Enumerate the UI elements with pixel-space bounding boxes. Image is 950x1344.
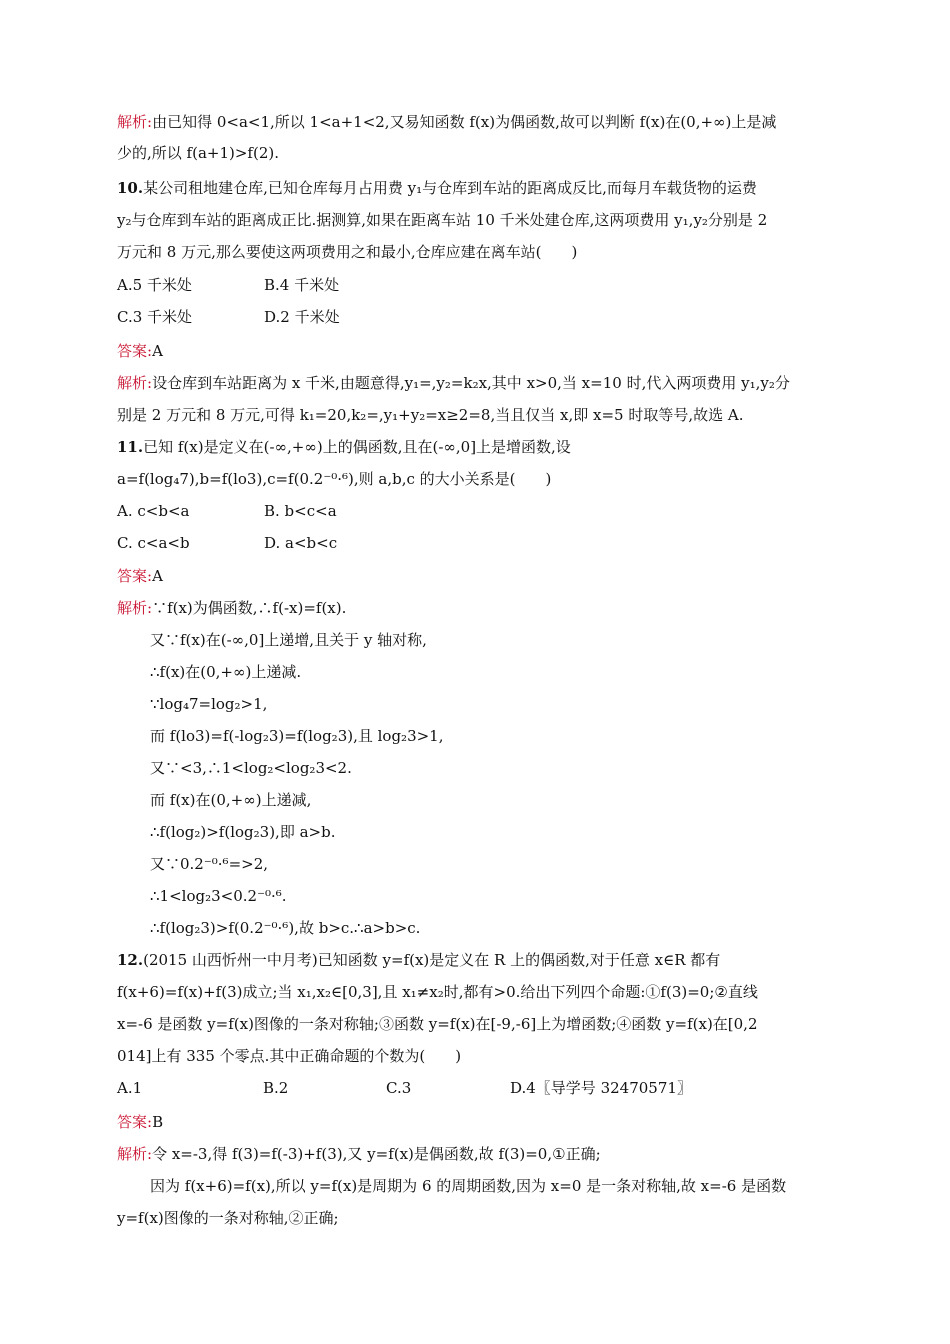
- line-text: ∵log₄7=log₂>1,: [150, 695, 268, 713]
- text-line: [150, 822, 335, 842]
- line-text: 设仓库到车站距离为 x 千米,由题意得,y₁=,y₂=k₂x,其中 x>0,当 x=10 时,代入两项费用 y₁,y₂分: [152, 374, 790, 392]
- line-text: ∴f(log₂)>f(log₂3),即 a>b.: [150, 823, 336, 841]
- answer-option: A.5 千米处: [117, 276, 192, 294]
- text-line: [117, 1144, 601, 1164]
- line-text: 令 x=-3,得 f(3)=f(-3)+f(3),又 y=f(x)是偶函数,故 f(3)=0,①正确;: [152, 1145, 601, 1163]
- line-text: 又∵f(x)在(-∞,0]上递增,且关于 y 轴对称,: [150, 631, 427, 649]
- text-line: [150, 726, 444, 746]
- answer-option: B.2: [263, 1079, 289, 1097]
- line-text: y=f(x)图像的一条对称轴,②正确;: [117, 1209, 339, 1227]
- line-text: 别是 2 万元和 8 万元,可得 k₁=20,k₂=,y₁+y₂=x≥2=8,当且仅当 x,即 x=5 时取等号,故选 A.: [117, 406, 744, 424]
- text-line: [117, 143, 279, 163]
- answer-option: C.3: [386, 1079, 412, 1097]
- answer-option: B.4 千米处: [264, 276, 340, 294]
- line-text: (2015 山西忻州一中月考)已知函数 y=f(x)是定义在 R 上的偶函数,对于任意 x∈R 都有: [143, 951, 721, 969]
- text-line: [117, 210, 767, 230]
- text-line: [117, 405, 743, 425]
- text-line: [117, 178, 757, 198]
- text-line: [150, 1176, 786, 1196]
- line-text: ∴f(x)在(0,+∞)上递减.: [150, 663, 302, 681]
- question-number: 12.: [117, 951, 144, 969]
- text-line: [117, 341, 163, 361]
- text-line: [150, 886, 287, 906]
- line-text: 而 f(lo3)=f(-log₂3)=f(log₂3),且 log₂3>1,: [150, 727, 444, 745]
- line-text: 又∵0.2⁻⁰·⁶=>2,: [150, 855, 269, 873]
- text-line: [117, 598, 346, 618]
- line-text: 014]上有 335 个零点.其中正确命题的个数为( ): [117, 1047, 462, 1065]
- line-text: a=f(log₄7),b=f(lo3),c=f(0.2⁻⁰·⁶),则 a,b,c 的大小关系是( ): [117, 470, 552, 488]
- analysis-label: 解析:: [117, 599, 153, 617]
- answer-option: D. a<b<c: [264, 534, 338, 552]
- text-line: [117, 1208, 339, 1228]
- text-line: [117, 373, 790, 393]
- text-line: [117, 1014, 758, 1034]
- line-text: ∴f(log₂3)>f(0.2⁻⁰·⁶),故 b>c.∴a>b>c.: [150, 919, 421, 937]
- answer-option: C.3 千米处: [117, 308, 193, 326]
- text-line: [150, 758, 352, 778]
- text-line: [117, 242, 577, 262]
- line-text: 由已知得 0<a<1,所以 1<a+1<2,又易知函数 f(x)为偶函数,故可以判断 f(x)在(0,+∞)上是减: [152, 113, 777, 131]
- line-text: 又∵<3,∴1<log₂<log₂3<2.: [150, 759, 352, 777]
- text-line: [117, 469, 551, 489]
- answer-option: C. c<a<b: [117, 534, 190, 552]
- answer-label: 答案:: [117, 1113, 153, 1131]
- text-line: [150, 918, 420, 938]
- line-text: 万元和 8 万元,那么要使这两项费用之和最小,仓库应建在离车站( ): [117, 243, 578, 261]
- line-text: 已知 f(x)是定义在(-∞,+∞)上的偶函数,且在(-∞,0]上是增函数,设: [143, 438, 571, 456]
- line-text: A: [152, 342, 163, 360]
- answer-label: 答案:: [117, 567, 153, 585]
- text-line: [150, 854, 268, 874]
- text-line: [150, 694, 267, 714]
- answer-option: A.1: [117, 1079, 143, 1097]
- answer-option: B. b<c<a: [264, 502, 337, 520]
- line-text: B: [152, 1113, 164, 1131]
- text-line: [117, 950, 720, 970]
- line-text: x=-6 是函数 y=f(x)图像的一条对称轴;③函数 y=f(x)在[-9,-6]上为增函数;④函数 y=f(x)在[0,2: [117, 1015, 758, 1033]
- line-text: 而 f(x)在(0,+∞)上递减,: [150, 791, 312, 809]
- line-text: A: [152, 567, 163, 585]
- analysis-label: 解析:: [117, 374, 153, 392]
- question-number: 10.: [117, 179, 144, 197]
- line-text: f(x+6)=f(x)+f(3)成立;当 x₁,x₂∈[0,3],且 x₁≠x₂时,都有>0.给出下列四个命题:①f(3)=0;②直线: [117, 983, 758, 1001]
- answer-option: D.4〖导学号 32470571〗: [510, 1079, 692, 1097]
- text-line: [117, 1046, 461, 1066]
- analysis-label: 解析:: [117, 113, 153, 131]
- line-text: 少的,所以 f(a+1)>f(2).: [117, 144, 279, 162]
- line-text: ∴1<log₂3<0.2⁻⁰·⁶.: [150, 887, 287, 905]
- answer-option: D.2 千米处: [264, 308, 340, 326]
- text-line: [117, 982, 758, 1002]
- text-line: [117, 112, 776, 132]
- line-text: 因为 f(x+6)=f(x),所以 y=f(x)是周期为 6 的周期函数,因为 x=0 是一条对称轴,故 x=-6 是函数: [150, 1177, 787, 1195]
- text-line: [117, 566, 163, 586]
- text-line: [150, 662, 301, 682]
- text-line: [117, 1112, 163, 1132]
- text-line: [150, 790, 311, 810]
- line-text: ∵f(x)为偶函数,∴f(-x)=f(x).: [152, 599, 347, 617]
- analysis-label: 解析:: [117, 1145, 153, 1163]
- text-line: [150, 630, 427, 650]
- line-text: y₂与仓库到车站的距离成正比.据测算,如果在距离车站 10 千米处建仓库,这两项费用 y₁,y₂分别是 2: [117, 211, 768, 229]
- question-number: 11.: [117, 438, 144, 456]
- text-line: [117, 437, 571, 457]
- answer-option: A. c<b<a: [117, 502, 190, 520]
- answer-label: 答案:: [117, 342, 153, 360]
- line-text: 某公司租地建仓库,已知仓库每月占用费 y₁与仓库到车站的距离成反比,而每月车载货物的运费: [143, 179, 757, 197]
